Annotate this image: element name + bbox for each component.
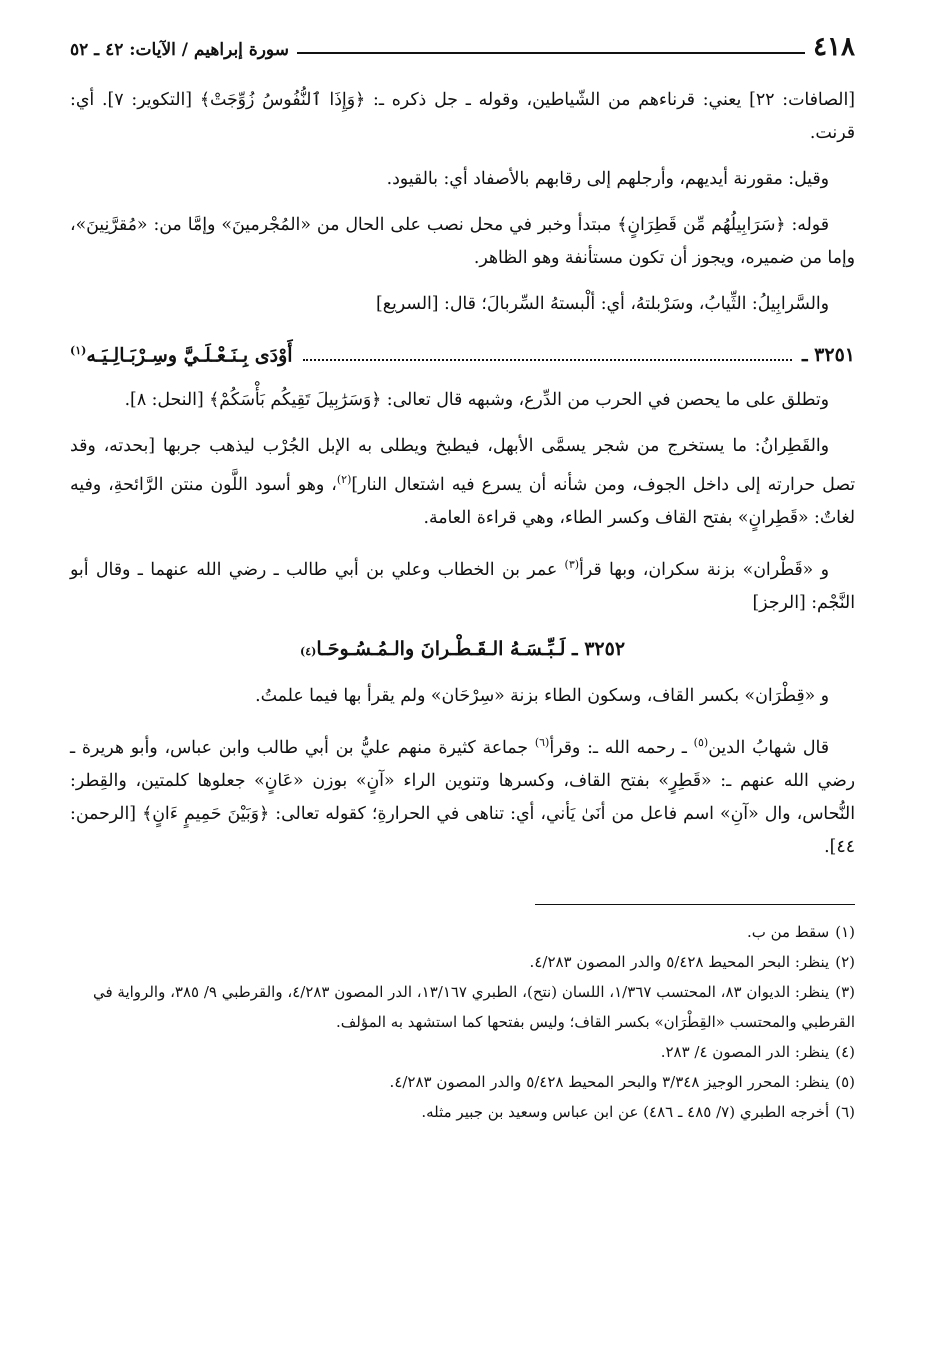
footnote xyxy=(70,1037,855,1067)
paragraph: [الصافات: ٢٢] يعني: قرناءهم من الشّياطين، وقوله ـ جل ذكره ـ: ﴿وَإِذَا ٱلنُّفُوسُ زُوِّجَتْ﴾ [التكوير: ٧]. أي: قرنت. xyxy=(70,90,855,143)
paragraph-text: عمر بن الخطاب وعلي بن أبي طالب ـ رضي الله عنهما ـ وقال أبو النَّجْم: [الرجز] xyxy=(70,559,855,613)
footnotes xyxy=(70,917,855,1127)
footnote-number: (٣) xyxy=(835,982,855,1001)
verse-dots xyxy=(303,359,792,361)
footnote-number: (٦) xyxy=(835,1102,855,1121)
footnote-text: ينظر: الديوان ٨٣، المحتسب ١/٣٦٧، اللسان (نتح)، الطبري ١٣/١٦٧، الدر المصون ٤/٢٨٣، والقرطبي ٩/ ٣٨٥، والرواية في القرطبي والمحتسب «القِطْرَان» بكسر القاف؛ وليس بفتحها كما استشهد به المؤلف. xyxy=(92,982,855,1031)
paragraph-text: جماعة كثيرة منهم عليُّ بن أبي طالب وابن عباس، وأبو هريرة ـ رضي الله عنهم ـ: «قَطِرٍ» بفتح القاف، وكسرها وتنوين الراء «آنٍ» بوزن «عَانٍ» جعلوها كلمتين، والقِطر: النُّحاس، وال «آنِ» اسم فاعل من أنَىٰ يَأني، أي: تناهى في الحرارةِ؛ كقوله تعالى: ﴿وَبَيْنَ حَمِيمٍ ءَانٍ﴾ [الرحمن: ٤٤]. xyxy=(70,737,855,857)
footnote-separator xyxy=(535,904,855,905)
paragraph xyxy=(70,430,855,535)
page-header xyxy=(70,28,855,60)
paragraph-text: ، وهو أسود اللَّون منتن الرَّائحةِ، وفيه لغاتٌ: «قَطِرانٍ» بفتح القاف وكسر الطاء، وهي قراءة العامة. xyxy=(70,475,855,529)
paragraph xyxy=(70,548,855,620)
poem-verse xyxy=(70,334,855,372)
footnote-ref: (٣) xyxy=(564,558,580,572)
paragraph: وتطلق على ما يحصن في الحرب من الدِّرع، وشبهه قال تعالى: ﴿وَسَرَٰبِيلَ تَقِيكُم بَأْسَكُمْ﴾ [النحل: ٨]. xyxy=(124,390,829,411)
footnote xyxy=(70,1097,855,1127)
footnote-text: ينظر: البحر المحيط ٥/٤٢٨ والدر المصون ٤/٢٨٣. xyxy=(529,952,830,971)
footnote-number: (٢) xyxy=(835,952,855,971)
footnote-text: سقط من ب. xyxy=(746,922,830,941)
footnote-number: (٥) xyxy=(835,1072,855,1091)
paragraph: قوله: ﴿سَرَابِيلُهُم مِّن قَطِرَانٍ﴾ مبتدأ وخبر في محل نصب على الحال من «المُجْرمينَ» وإمَّا من: «مُقرَّنِينَ»، وإما من ضميره، ويجوز أن تكون مستأنفة وهو الظاهر. xyxy=(70,215,855,268)
paragraph-text: والقَطِرانُ: ما يستخرج من شجر يسمَّى الأبهل، فيطبخ ويطلى به الإبل الجُرْب ليذهب جربها [بحدته، وقد تصل حرارته إلى داخل الجوف، ومن شأنه أن يسرع فيه اشتعال النار] xyxy=(70,436,856,496)
footnote xyxy=(70,947,855,977)
paragraph: وقيل: مقورنة أيديهم، وأرجلهم إلى رقابهم بالأصفاد أي: بالقيود. xyxy=(386,169,829,189)
page-number: ٤١٨ xyxy=(813,32,855,62)
footnote-ref: (٤) xyxy=(299,644,317,658)
paragraph: و «قِطْرَان» بكسر القاف، وسكون الطاء بزنة «سِرْحَان» ولم يقرأ بها فيما علمتُ. xyxy=(255,685,829,706)
header-rule xyxy=(297,52,805,54)
footnote-ref: (١) xyxy=(70,344,87,357)
verse-text xyxy=(70,334,293,372)
poem-verse xyxy=(70,633,855,668)
footnote-text: أخرجه الطبري (٧/ ٤٨٥ ـ ٤٨٦) عن ابن عباس وسعيد بن جبير مثله. xyxy=(421,1102,830,1121)
book-page xyxy=(70,28,855,1127)
verse-number: ٣٢٥١ ـ xyxy=(801,344,855,367)
paragraph: والسَّرابِيلُ: الثِّيابُ، وسَرْبلتهُ، أي: ألْبستهُ السِّربالَ؛ قال: [السريع] xyxy=(376,294,829,314)
footnote-ref: (٥) xyxy=(693,735,709,749)
footnote xyxy=(70,1067,855,1097)
footnote xyxy=(70,917,855,947)
footnote-text: ينظر: الدر المصون ٤/ ٢٨٣. xyxy=(660,1042,830,1061)
paragraph-text: ـ رحمه الله ـ: وقرأ xyxy=(549,737,694,758)
paragraph-text: و «قَطْران» بزنة سكران، وبها قرأ xyxy=(579,559,829,580)
running-title: سورة إبراهيم / الآيات: ٤٢ ـ ٥٢ xyxy=(70,40,289,60)
footnote-ref: (٦) xyxy=(534,735,550,749)
footnote-number: (٤) xyxy=(835,1042,855,1061)
footnote-number: (١) xyxy=(835,922,855,941)
paragraph xyxy=(70,726,855,864)
footnote-text: ينظر: المحرر الوجيز ٣/٣٤٨ والبحر المحيط ٥/٤٢٨ والدر المصون ٤/٢٨٣. xyxy=(389,1072,830,1091)
footnote-ref: (٢) xyxy=(336,473,352,487)
main-text xyxy=(70,84,855,864)
verse-line: ٣٢٥٢ ـ لَـبِّـسَـهُ الـقَـطْـرانَ والـمُـسُـوحَـا xyxy=(316,637,626,660)
footnote xyxy=(70,977,855,1037)
verse-line: أَوْدَى بِـنَـعْـلَـيَّ وسِـرْبَـالِـيَـه xyxy=(86,344,293,367)
paragraph-text: قال شهابُ الدين xyxy=(708,737,829,758)
